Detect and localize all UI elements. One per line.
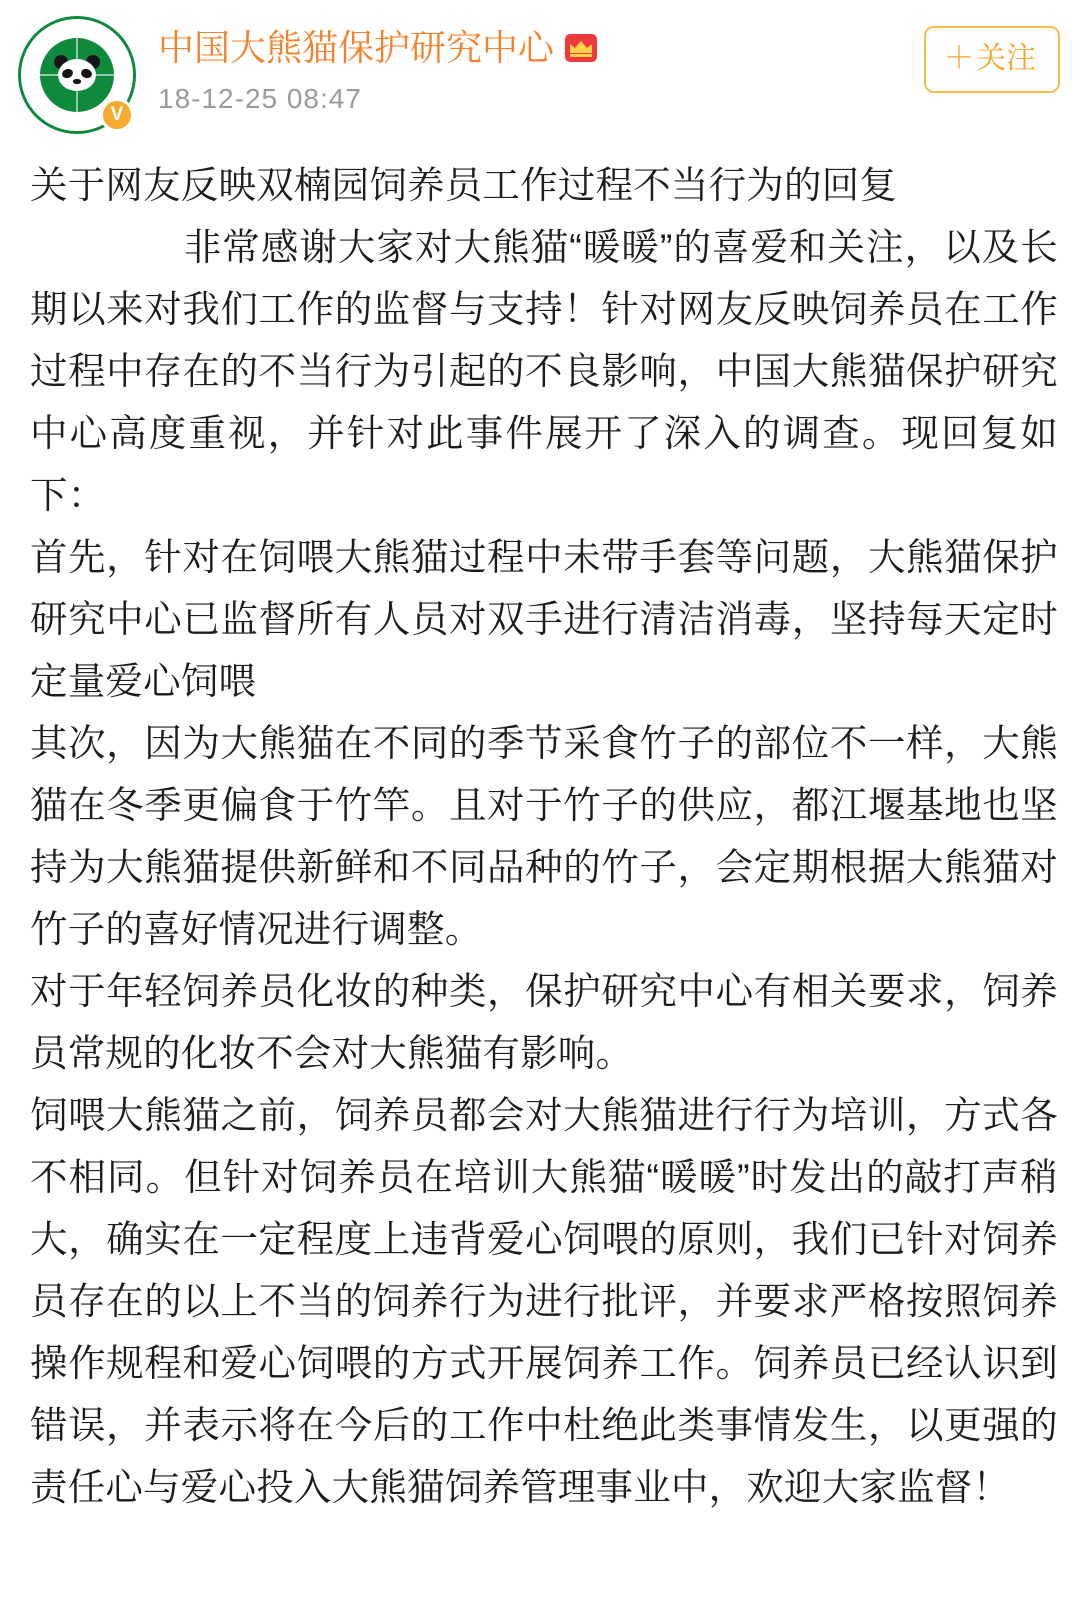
plus-icon: ＋ <box>944 42 974 75</box>
post-paragraph: 其次，因为大熊猫在不同的季节采食竹子的部位不一样，大熊猫在冬季更偏食于竹竿。且对于竹子的供应，都江堰基地也坚持为大熊猫提供新鲜和不同品种的竹子，会定期根据大熊猫对竹子的喜好情况进行调整。 <box>30 722 1058 950</box>
panda-nose <box>73 79 81 84</box>
follow-button-label: 关注 <box>976 42 1036 75</box>
post-paragraph: 首先，针对在饲喂大熊猫过程中未带手套等问题，大熊猫保护研究中心已监督所有人员对双手进行清洁消毒，坚持每天定时定量爱心饲喂 <box>30 536 1058 702</box>
post-timestamp: 18-12-25 08:47 <box>158 83 362 114</box>
account-name[interactable]: 中国大熊猫保护研究中心 <box>158 27 555 68</box>
follow-button[interactable] <box>924 26 1060 93</box>
crown-icon[interactable] <box>564 33 598 63</box>
post-paragraph: 非常感谢大家对大熊猫“暖暖”的喜爱和关注，以及长期以来对我们工作的监督与支持！针对网友反映饲养员在工作过程中存在的不当行为引起的不良影响，中国大熊猫保护研究中心高度重视，并针对此事件展开了深入的调查。现回复如下： <box>30 226 1058 516</box>
avatar[interactable] <box>18 16 136 134</box>
post-paragraph: 饲喂大熊猫之前，饲养员都会对大熊猫进行行为培训，方式各不相同。但针对饲养员在培训大熊猫“暖暖”时发出的敲打声稍大，确实在一定程度上违背爱心饲喂的原则，我们已针对饲养员存在的以上不当的饲养行为进行批评，并要求严格按照饲养操作规程和爱心饲喂的方式开展饲养工作。饲养员已经认识到错误，并表示将在今后的工作中杜绝此类事情发生，以更强的责任心与爱心投入大熊猫饲养管理事业中，欢迎大家监督！ <box>30 1094 1058 1508</box>
post-content <box>0 144 1086 1552</box>
post-header <box>0 0 1086 144</box>
verified-badge-icon: V <box>100 98 134 132</box>
panda-icon <box>51 55 103 95</box>
post-paragraph: 对于年轻饲养员化妆的种类，保护研究中心有相关要求，饲养员常规的化妆不会对大熊猫有影响。 <box>30 970 1058 1074</box>
post-title: 关于网友反映双楠园饲养员工作过程不当行为的回复 <box>30 164 898 206</box>
